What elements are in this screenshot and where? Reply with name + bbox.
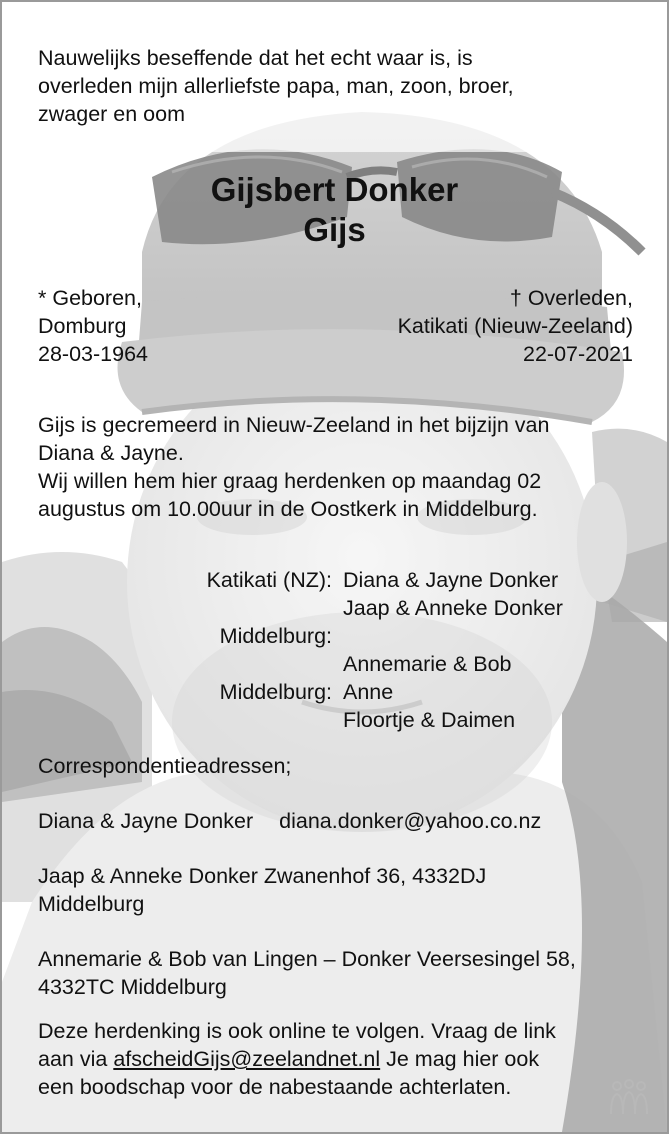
- relative-name: Jaap & Anneke Donker: [343, 596, 563, 620]
- relative-names: [343, 566, 563, 622]
- correspondence-heading: Correspondentieadressen;: [38, 754, 292, 778]
- nickname: Gijs: [303, 211, 366, 248]
- family-people-icon: [607, 1078, 651, 1118]
- intro-line: zwager en oom: [38, 102, 185, 126]
- online-notice: [38, 1017, 556, 1101]
- message-line: Wij willen hem hier graag herdenken op maandag 02: [38, 469, 542, 493]
- intro-line: Nauwelijks beseffende dat het echt waar is, is: [38, 46, 473, 70]
- online-text: Je mag hier ook: [380, 1047, 540, 1071]
- death-date: 22-07-2021: [523, 342, 633, 366]
- correspondence-name: Diana & Jayne Donker: [38, 809, 254, 833]
- email-link[interactable]: afscheidGijs@zeelandnet.nl: [113, 1047, 381, 1071]
- relative-place: Middelburg:: [219, 624, 332, 648]
- death-info: [398, 284, 633, 368]
- online-line: Deze herdenking is ook online te volgen. Vraag de link: [38, 1019, 556, 1043]
- relative-names: [343, 678, 515, 734]
- birth-place: Domburg: [38, 314, 127, 338]
- relative-name: [343, 622, 512, 650]
- online-line: een boodschap voor de nabestaande achterlaten.: [38, 1075, 512, 1099]
- correspondence-entry-1: [38, 807, 541, 835]
- address-line: 4332TC Middelburg: [38, 975, 227, 999]
- relative-name: Diana & Jayne Donker: [343, 568, 559, 592]
- relative-name: Annemarie & Bob: [343, 652, 512, 676]
- message-line: Diana & Jayne.: [38, 441, 184, 465]
- relative-name: Floortje & Daimen: [343, 708, 516, 732]
- birth-info: [38, 284, 148, 368]
- message-line: augustus om 10.00uur in de Oostkerk in Middelburg.: [38, 497, 538, 521]
- address-line: Middelburg: [38, 892, 145, 916]
- relative-name: Anne: [343, 680, 394, 704]
- correspondence-entry-2: [38, 862, 486, 918]
- address-line: Jaap & Anneke Donker Zwanenhof 36, 4332DJ: [38, 864, 487, 888]
- death-place: Katikati (Nieuw-Zeeland): [397, 314, 633, 338]
- relative-place: Middelburg:: [219, 680, 332, 704]
- relative-place: Katikati (NZ):: [206, 568, 332, 592]
- deceased-name: [2, 170, 667, 250]
- cremation-message: [38, 411, 549, 523]
- address-line: Annemarie & Bob van Lingen – Donker Veersesingel 58,: [38, 947, 576, 971]
- online-line: [38, 1045, 556, 1073]
- intro-text: [38, 44, 514, 128]
- correspondence-email[interactable]: diana.donker@yahoo.co.nz: [279, 809, 542, 833]
- birth-label: * Geboren,: [38, 286, 142, 310]
- online-text: aan via: [38, 1047, 114, 1071]
- intro-line: overleden mijn allerliefste papa, man, zoon, broer,: [38, 74, 514, 98]
- relative-names: [343, 622, 512, 678]
- message-line: Gijs is gecremeerd in Nieuw-Zeeland in het bijzijn van: [38, 413, 550, 437]
- full-name: Gijsbert Donker: [210, 171, 459, 208]
- birth-date: 28-03-1964: [38, 342, 148, 366]
- correspondence-entry-3: [38, 945, 576, 1001]
- death-label: † Overleden,: [509, 286, 633, 310]
